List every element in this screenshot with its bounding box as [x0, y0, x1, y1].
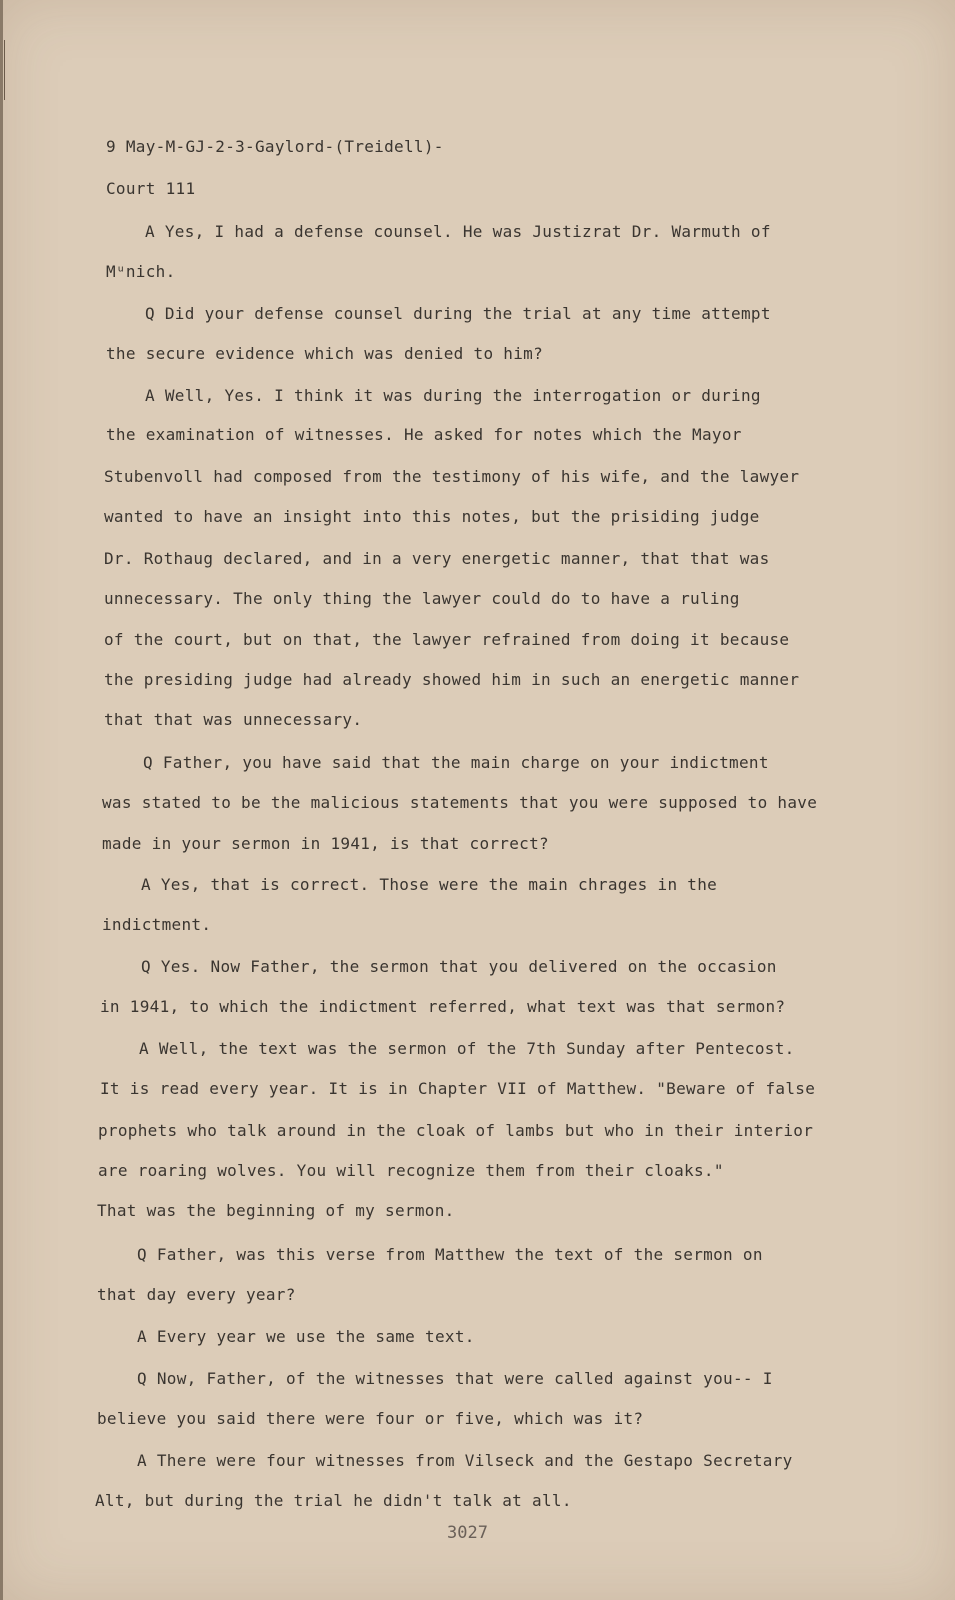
transcript-line: prophets who talk around in the cloak of lambs but who in their interior — [98, 1121, 814, 1140]
transcript-line: Q Father, you have said that the main charge on your indictment — [143, 753, 769, 772]
transcript-line: made in your sermon in 1941, is that correct? — [102, 834, 549, 853]
transcript-line: A Well, the text was the sermon of the 7th Sunday after Pentecost. — [139, 1039, 795, 1058]
transcript-line: believe you said there were four or five, which was it? — [97, 1409, 644, 1428]
transcript-line: Q Yes. Now Father, the sermon that you delivered on the occasion — [141, 957, 777, 976]
transcript-line: Mᵘnich. — [106, 262, 176, 281]
transcript-line: that day every year? — [97, 1285, 296, 1304]
page-number: 3027 — [447, 1523, 488, 1543]
transcript-line: That was the beginning of my sermon. — [97, 1201, 455, 1220]
transcript-line: A There were four witnesses from Vilseck and the Gestapo Secretary — [137, 1451, 793, 1470]
transcript-line: of the court, but on that, the lawyer refrained from doing it because — [104, 630, 790, 649]
court-label: Court 111 — [106, 179, 196, 198]
transcript-line: unnecessary. The only thing the lawyer could do to have a ruling — [104, 589, 740, 608]
transcript-line: that that was unnecessary. — [104, 710, 363, 729]
transcript-line: Stubenvoll had composed from the testimony of his wife, and the lawyer — [104, 467, 800, 486]
transcript-line: A Yes, I had a defense counsel. He was Justizrat Dr. Warmuth of — [145, 222, 771, 241]
transcript-line: A Every year we use the same text. — [137, 1327, 475, 1346]
transcript-line: A Yes, that is correct. Those were the main chrages in the — [141, 875, 718, 894]
document-header: 9 May-M-GJ-2-3-Gaylord-(Treidell)- — [106, 137, 444, 156]
transcript-line: indictment. — [102, 915, 212, 934]
transcript-line: Alt, but during the trial he didn't talk at all. — [95, 1491, 572, 1510]
transcript-line: A Well, Yes. I think it was during the interrogation or during — [145, 386, 761, 405]
transcript-line: the presiding judge had already showed him in such an energetic manner — [104, 670, 800, 689]
transcript-line: the examination of witnesses. He asked for notes which the Mayor — [106, 425, 742, 444]
transcript-line: Q Now, Father, of the witnesses that were called against you-- I — [137, 1369, 773, 1388]
transcript-line: was stated to be the malicious statements that you were supposed to have — [102, 793, 818, 812]
transcript-line: the secure evidence which was denied to him? — [106, 344, 544, 363]
transcript-line: It is read every year. It is in Chapter VII of Matthew. "Beware of false — [100, 1079, 816, 1098]
transcript-line: Q Father, was this verse from Matthew the text of the sermon on — [137, 1245, 763, 1264]
transcript-line: Dr. Rothaug declared, and in a very energetic manner, that that was — [104, 549, 770, 568]
transcript-line: in 1941, to which the indictment referred, what text was that sermon? — [100, 997, 786, 1016]
transcript-line: Q Did your defense counsel during the trial at any time attempt — [145, 304, 771, 323]
transcript-line: wanted to have an insight into this notes, but the prisiding judge — [104, 507, 760, 526]
transcript-line: are roaring wolves. You will recognize them from their cloaks." — [98, 1161, 724, 1180]
